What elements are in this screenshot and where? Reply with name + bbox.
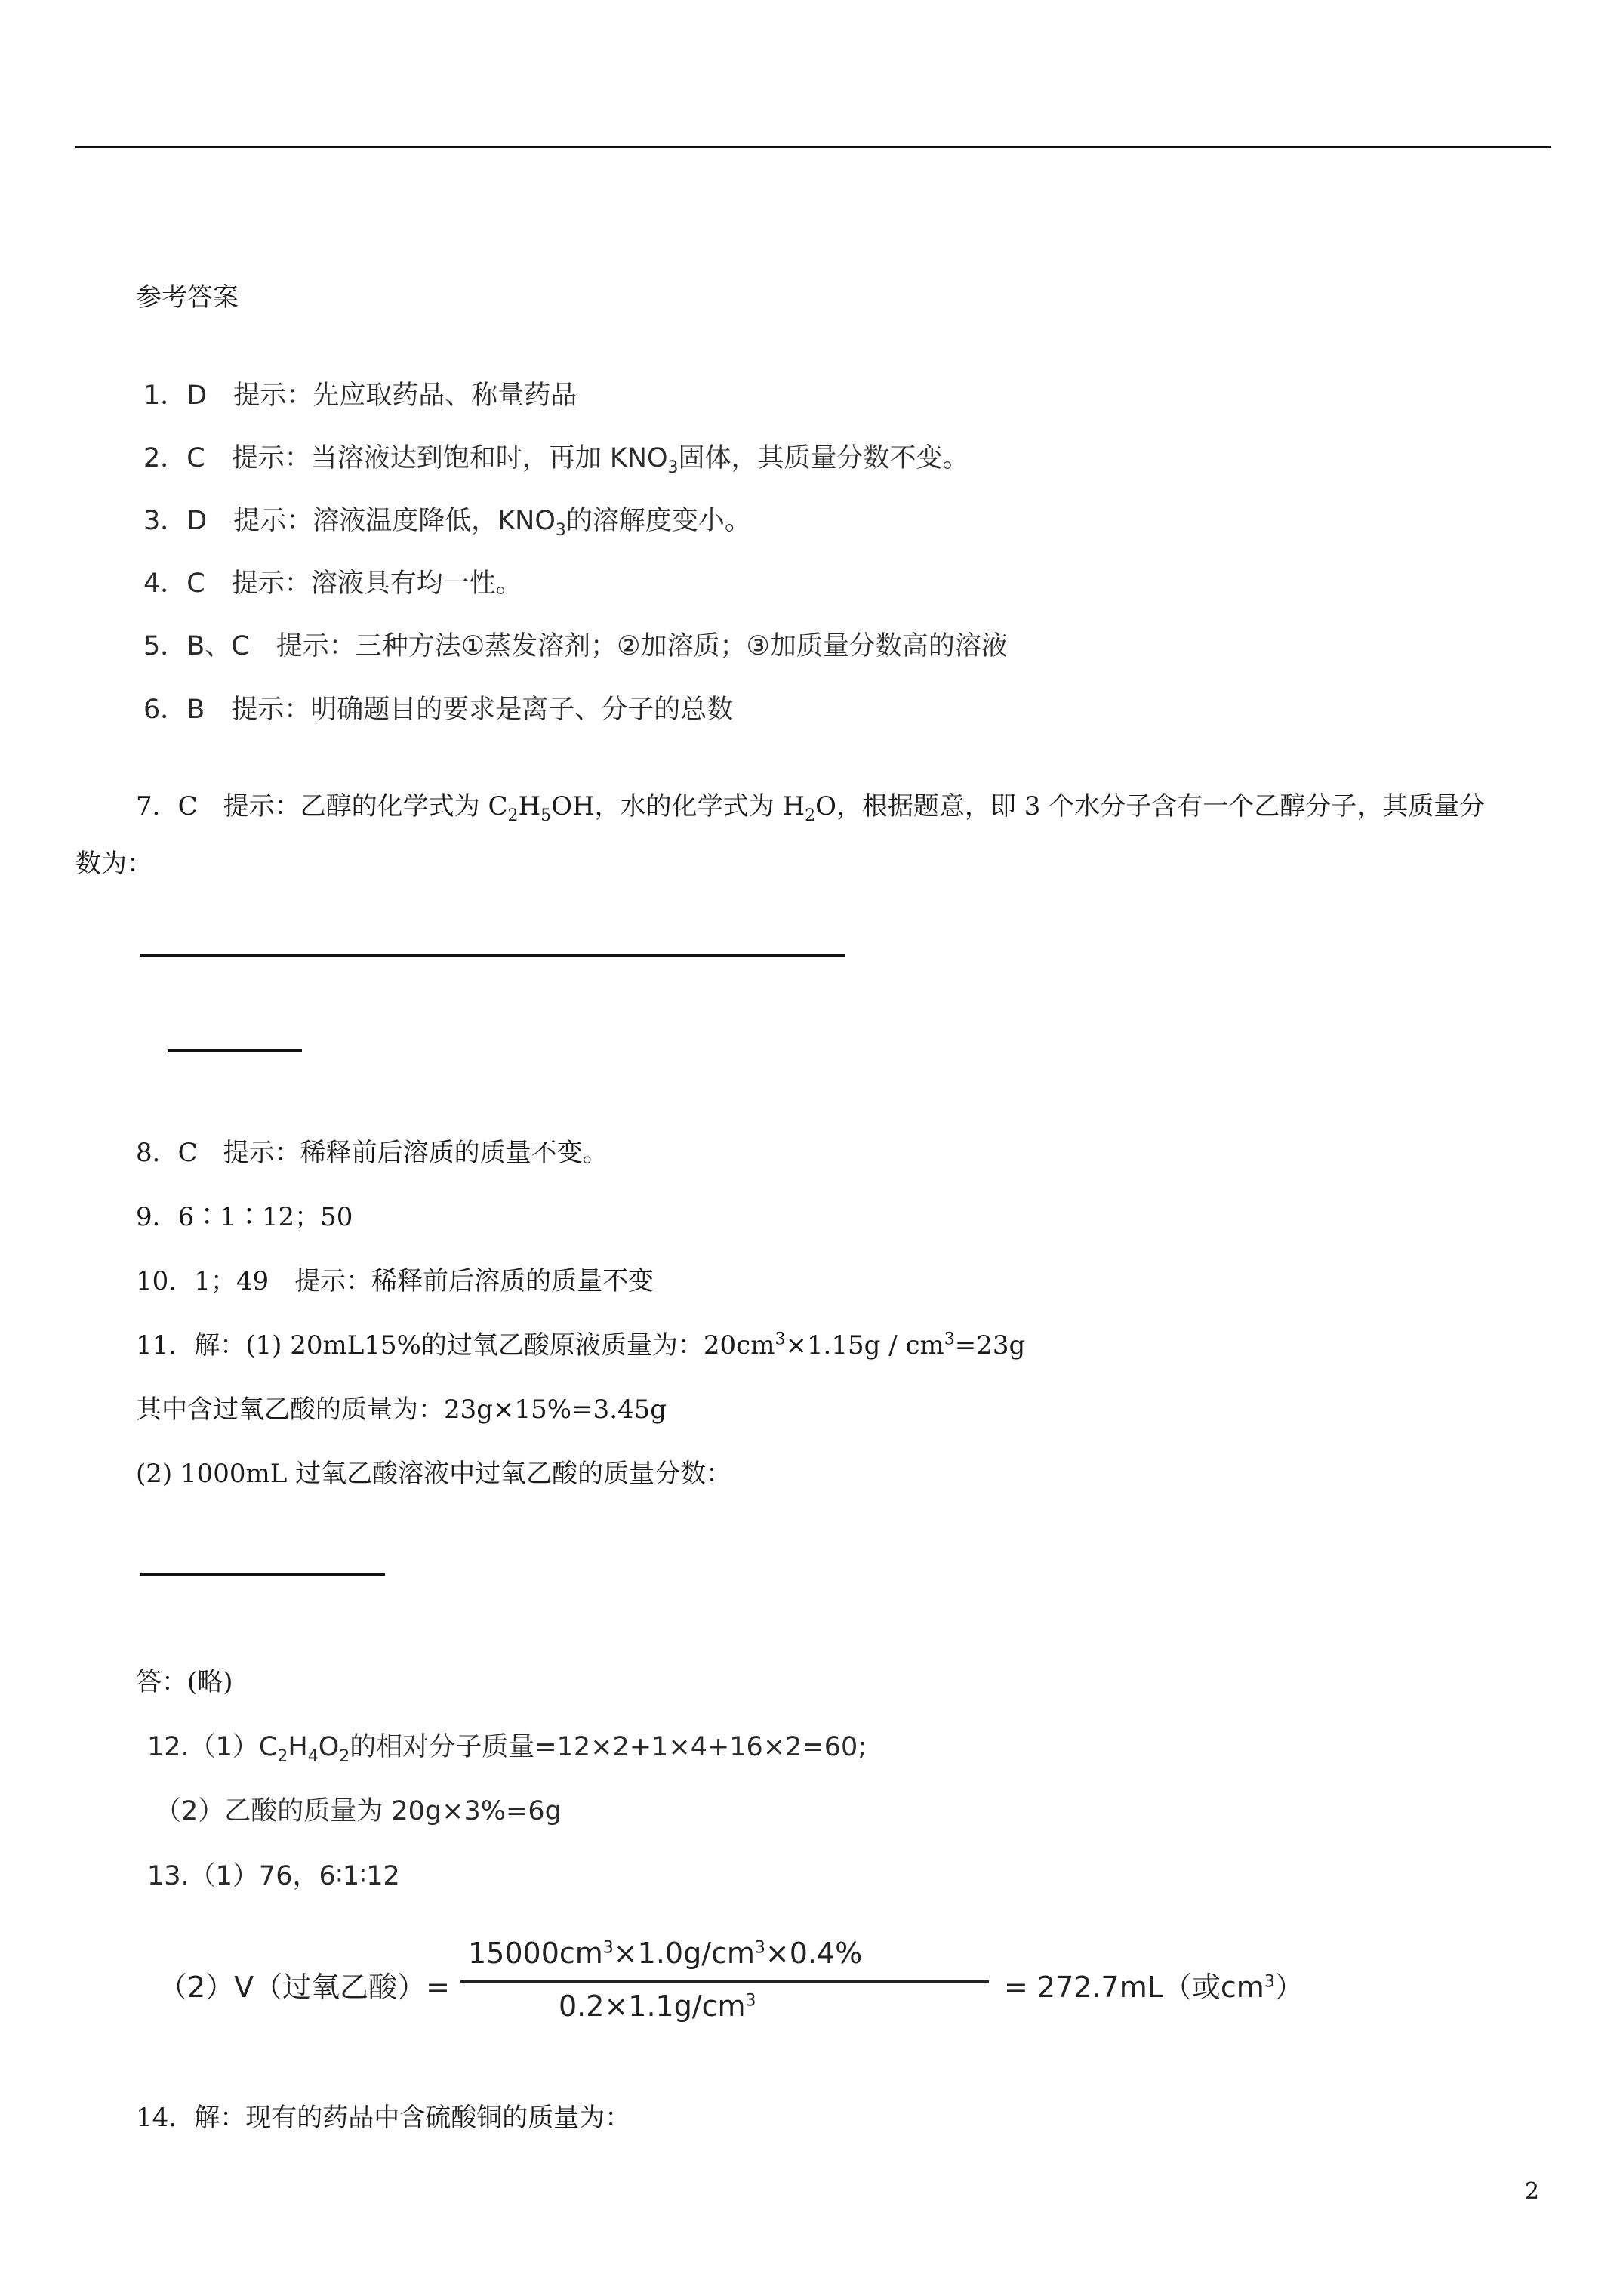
fraction-line-11 (140, 1573, 385, 1576)
answer-2: 2．C 提示：当溶液达到饱和时，再加 $KNO_3$固体，其质量分数不变。 (143, 443, 969, 477)
answer-3: 3．D 提示：溶液温度降低，$KNO_3$的溶解度变小。 (143, 506, 751, 540)
formula-denominator: $0.2\times 1.1g/cm^3$ (559, 1989, 756, 2023)
fraction-line-long (140, 954, 845, 957)
answer-5: 5．B、C 提示：三种方法①蒸发溶剂；②加溶质；③加质量分数高的溶液 (143, 631, 1008, 661)
answer-14: 14．解：现有的药品中含硫酸铜的质量为： (136, 2103, 631, 2133)
header-rule (75, 146, 1551, 148)
answer-11-line-3: (2) 1000mL 过氧乙酸溶液中过氧乙酸的质量分数： (136, 1459, 732, 1489)
page-number: 2 (1525, 2178, 1540, 2205)
answer-11-conclusion: 答：(略) (136, 1667, 233, 1697)
answer-11-line-1: 11．解：(1) 20mL15%的过氧乙酸原液质量为：$20cm^3\times 1.15g / cm^3=23g$ (136, 1330, 1026, 1361)
answer-11-line-2: 其中含过氧乙酸的质量为：23g×15%=3.45g (136, 1395, 667, 1425)
fraction-line-short (168, 1049, 302, 1052)
answer-12-line-1: $12.(1)C_2H_4O_2$的相对分子质量=12×2+1×4+16×2=60; (147, 1732, 867, 1766)
answer-13-formula (159, 1937, 1304, 2027)
answer-7-line-2: 数为： (75, 849, 152, 879)
answer-10: 10．1；49 提示：稀释前后溶质的质量不变 (136, 1266, 654, 1296)
formula-result: = 272.7mL（或$cm^3$） (1004, 1971, 1304, 2004)
answer-12-line-2: （2）乙酸的质量为 20g×3%=6g (155, 1796, 562, 1826)
answer-9: 9．6∶1∶12；50 (136, 1202, 353, 1232)
formula-numerator: $15000cm^3\times 1.0g/cm^3\times 0.4\%$ (468, 1937, 863, 1970)
formula-prefix: （2）V（过氧乙酸）= (159, 1971, 451, 2004)
answer-1: 1．D 提示：先应取药品、称量药品 (143, 381, 577, 411)
answer-13-line-1: 13.（1）76，6∶1∶12 (147, 1861, 400, 1891)
answer-6: 6．B 提示：明确题目的要求是离子、分子的总数 (143, 695, 734, 725)
answer-4: 4．C 提示：溶液具有均一性。 (143, 569, 522, 599)
answer-8: 8．C 提示：稀释前后溶质的质量不变。 (136, 1138, 608, 1168)
section-heading: 参考答案 (136, 282, 239, 313)
formula-fraction-bar (460, 1980, 989, 1983)
answer-7-line-1: 7．C 提示：乙醇的化学式为 $C_2H_5OH$，水的化学式为 $H_2O$，根据题意，即 3 个水分子含有一个乙醇分子，其质量分 (136, 791, 1486, 825)
